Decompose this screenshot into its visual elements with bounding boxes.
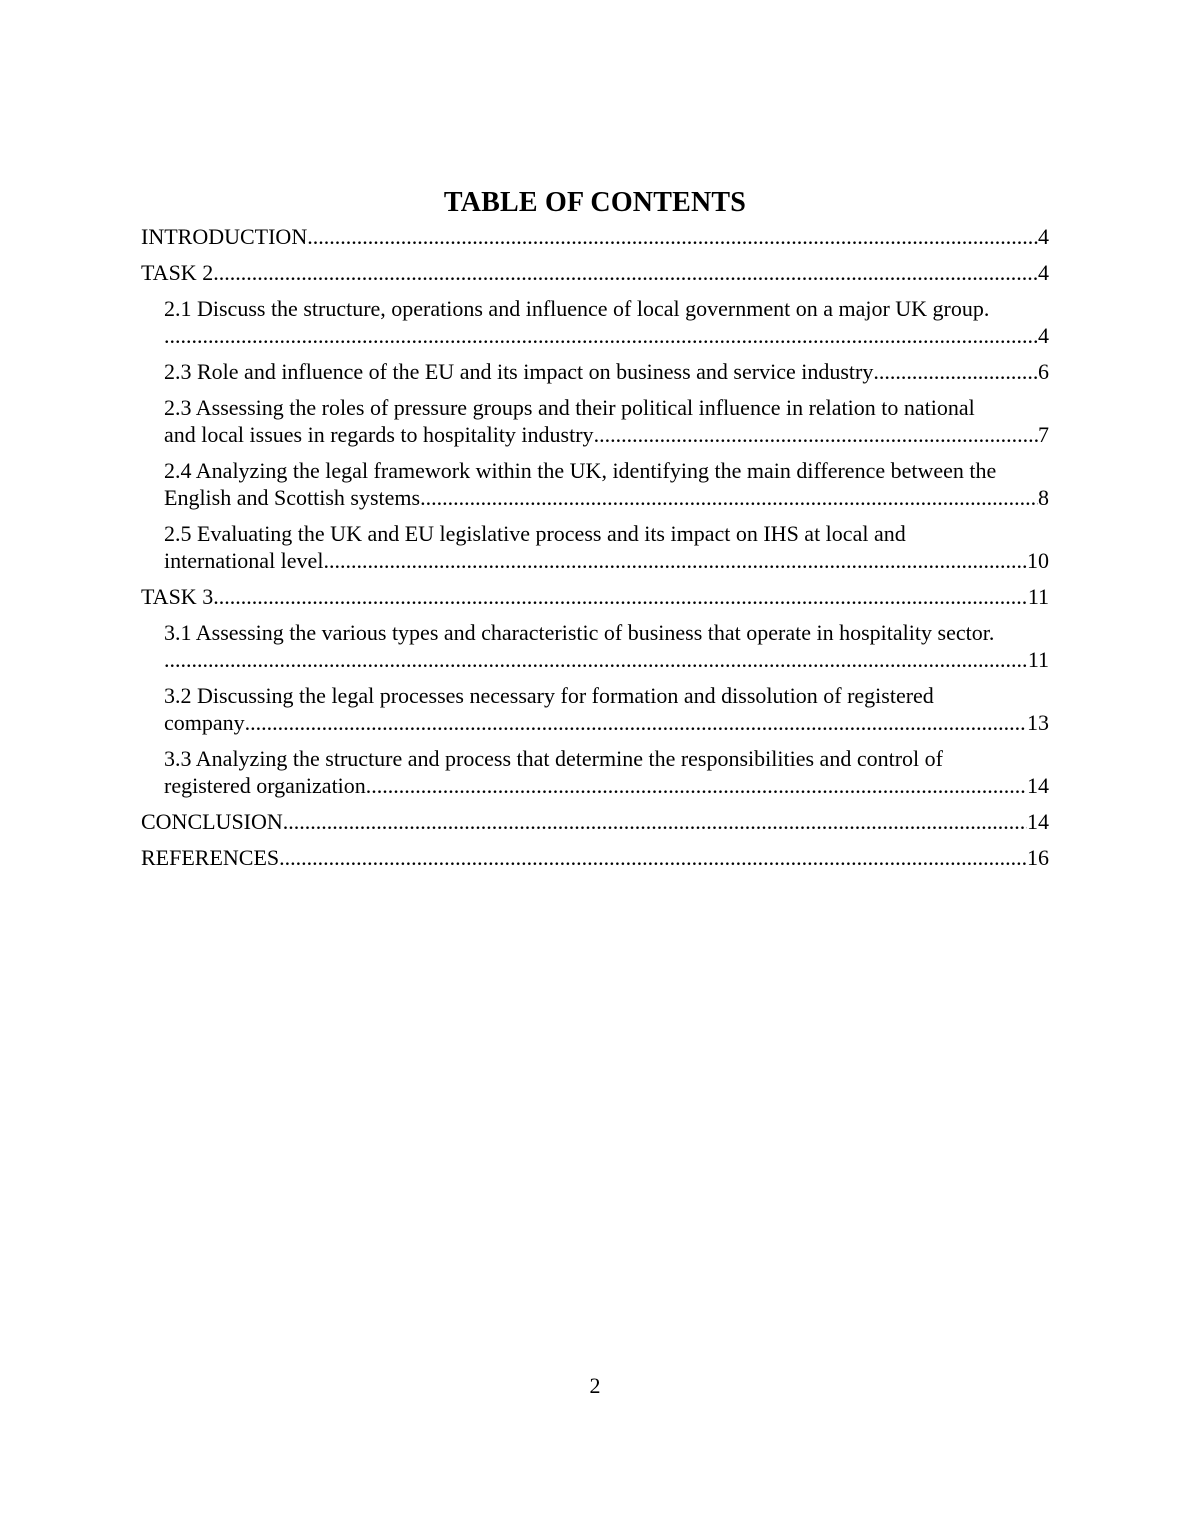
dot-leader <box>307 223 1038 250</box>
toc-entry-line <box>141 259 1049 286</box>
toc-entry-page-number: 4 <box>1038 224 1049 249</box>
toc-entry-label: and local issues in regards to hospitality industry <box>164 422 594 447</box>
toc-entry-label: registered organization <box>164 773 366 798</box>
page-number: 2 <box>589 1373 601 1398</box>
toc-entry-label: English and Scottish systems <box>164 485 421 510</box>
toc-entry-label: REFERENCES <box>141 845 280 870</box>
toc-entry-page-number: 11 <box>1027 647 1049 672</box>
dot-leader <box>279 844 1027 871</box>
toc-entry-heading: 2.4 Analyzing the legal framework within the UK, identifying the main difference between the <box>164 458 997 483</box>
toc-entry-line <box>164 322 1049 349</box>
toc-entry-line <box>164 421 1049 448</box>
toc-entry[interactable] <box>141 583 1049 610</box>
toc-entry-label: TASK 2 <box>141 260 214 285</box>
toc-entry[interactable] <box>141 808 1049 835</box>
toc-entry-page-number: 16 <box>1027 845 1049 870</box>
toc-entry-line <box>164 547 1049 574</box>
toc-entry[interactable] <box>141 394 1049 448</box>
toc-entry[interactable] <box>141 457 1049 511</box>
toc-entry[interactable] <box>141 682 1049 736</box>
toc-entry-heading: 3.3 Analyzing the structure and process that determine the responsibilities and control of <box>164 746 943 771</box>
toc-entry-page-number: 4 <box>1038 260 1049 285</box>
dot-leader <box>594 421 1038 448</box>
toc-entry-heading: 2.1 Discuss the structure, operations and influence of local government on a major UK group. <box>164 296 990 321</box>
toc-entry-label: INTRODUCTION <box>141 224 308 249</box>
toc-entry[interactable] <box>141 259 1049 286</box>
toc-entry-label: company <box>164 710 245 735</box>
dot-leader <box>366 772 1027 799</box>
toc-entry-page-number: 4 <box>1038 323 1049 348</box>
toc-entry-heading: 3.1 Assessing the various types and characteristic of business that operate in hospitality sector. <box>164 620 995 645</box>
dot-leader <box>164 646 1028 673</box>
toc-entry-page-number: 11 <box>1027 584 1049 609</box>
toc-entry-line <box>164 358 1049 385</box>
toc-entry-page-number: 7 <box>1038 422 1049 447</box>
toc-entry-label: international level <box>164 548 324 573</box>
dot-leader <box>245 709 1027 736</box>
toc-entry-line <box>141 808 1049 835</box>
toc-entry-line <box>164 484 1049 511</box>
toc-entry-line <box>164 772 1049 799</box>
toc-entry-page-number: 13 <box>1027 710 1049 735</box>
toc-entry-line <box>141 844 1049 871</box>
toc-entry-page-number: 8 <box>1038 485 1049 510</box>
toc-entry-page-number: 10 <box>1027 548 1049 573</box>
toc-entry[interactable] <box>141 358 1049 385</box>
toc-entry-line <box>164 709 1049 736</box>
dot-leader <box>213 259 1038 286</box>
toc-entry-page-number: 14 <box>1027 773 1049 798</box>
toc-entry-heading: 2.5 Evaluating the UK and EU legislative process and its impact on IHS at local and <box>164 521 906 546</box>
toc-entry-heading: 3.2 Discussing the legal processes necessary for formation and dissolution of registered <box>164 683 934 708</box>
table-of-contents <box>141 223 1049 880</box>
dot-leader <box>283 808 1027 835</box>
toc-entry-label: 2.3 Role and influence of the EU and its impact on business and service industry <box>164 359 874 384</box>
toc-entry-label: TASK 3 <box>141 584 214 609</box>
toc-entry-page-number: 14 <box>1027 809 1049 834</box>
toc-entry-line <box>141 223 1049 250</box>
toc-entry[interactable] <box>141 295 1049 349</box>
toc-entry-heading: 2.3 Assessing the roles of pressure groups and their political influence in relation to national <box>164 395 975 420</box>
toc-entry-label: CONCLUSION <box>141 809 283 834</box>
toc-entry[interactable] <box>141 745 1049 799</box>
toc-title: TABLE OF CONTENTS <box>443 187 747 218</box>
toc-entry[interactable] <box>141 223 1049 250</box>
toc-entry-line <box>164 646 1049 673</box>
toc-entry[interactable] <box>141 520 1049 574</box>
toc-entry-page-number: 6 <box>1038 359 1049 384</box>
dot-leader <box>323 547 1027 574</box>
toc-entry-line <box>141 583 1049 610</box>
dot-leader <box>164 322 1038 349</box>
toc-entry[interactable] <box>141 619 1049 673</box>
toc-entry[interactable] <box>141 844 1049 871</box>
dot-leader <box>420 484 1038 511</box>
dot-leader <box>873 358 1038 385</box>
dot-leader <box>213 583 1028 610</box>
